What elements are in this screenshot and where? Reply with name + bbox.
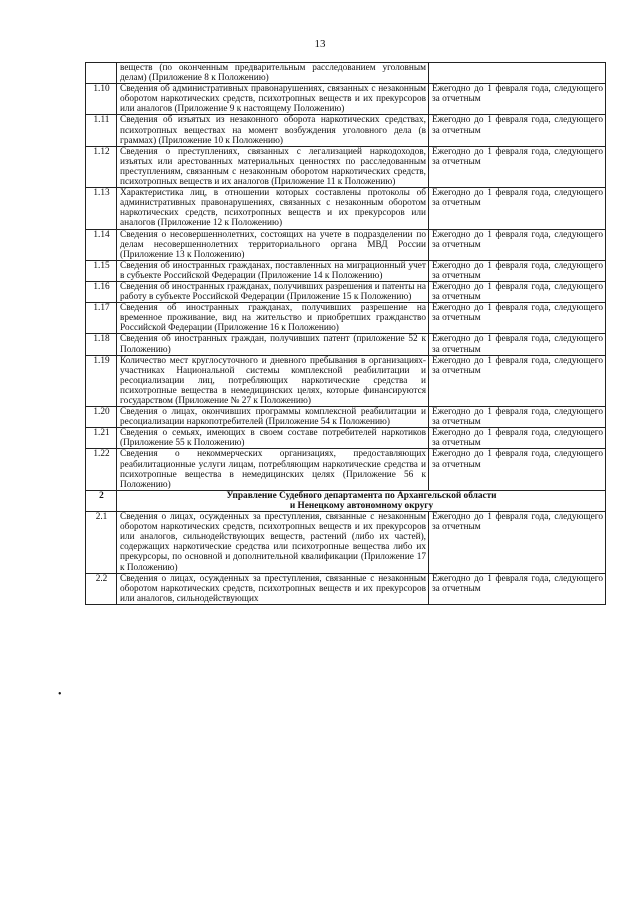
- row-description: Сведения об иностранных гражданах, получивших разрешения и патенты на работу в субъекте Российской Федерации (Приложение 15 к Положению): [117, 281, 429, 302]
- table-row: [86, 355, 606, 406]
- row-description: Сведения об иностранных гражданах, получивших разрешение на временное проживание, вид на жительство и приобретших гражданство Российской Федерации (Приложение 16 к Положению): [117, 303, 429, 334]
- row-number: 1.18: [86, 334, 117, 355]
- page-number: 13: [314, 38, 326, 50]
- table-row: [86, 229, 606, 260]
- row-deadline: Ежегодно до 1 февраля года, следующего за отчетным: [429, 229, 606, 260]
- table-row: [86, 428, 606, 449]
- row-description: Сведения о преступлениях, связанных с легализацией наркодоходов, изъятых или арестованных материальных ценностях по расследованным преступлениям, связанным с незаконным оборотом наркотических средств, психотропных веществ и их аналогов (Приложение 11 к Положению): [117, 146, 429, 187]
- table-body-section-2: [86, 512, 606, 605]
- row-deadline: Ежегодно до 1 февраля года, следующего за отчетным: [429, 407, 606, 428]
- section-title-line2: и Ненецкому автономному округу: [289, 500, 434, 511]
- table-row: [86, 449, 606, 490]
- row-deadline: Ежегодно до 1 февраля года, следующего за отчетным: [429, 449, 606, 490]
- table-row: [86, 573, 606, 604]
- row-number: 1.13: [86, 188, 117, 229]
- row-number: 1.14: [86, 229, 117, 260]
- row-deadline: Ежегодно до 1 февраля года, следующего за отчетным: [429, 334, 606, 355]
- table-row: [86, 260, 606, 281]
- table-row: [86, 407, 606, 428]
- table-row: [86, 84, 606, 115]
- table-row: [86, 188, 606, 229]
- section-title: [117, 490, 606, 511]
- row-number: 1.15: [86, 260, 117, 281]
- row-description: Сведения о некоммерческих организациях, предоставляющих реабилитационные услуги лицам, потребляющим наркотические средства и психотропные вещества в немедицинских целях (Приложение 56 к Положению): [117, 449, 429, 490]
- table-row: [86, 281, 606, 302]
- section-header: [86, 490, 606, 511]
- row-number: 1.11: [86, 115, 117, 146]
- reporting-table: [85, 62, 606, 605]
- row-number: 2.2: [86, 573, 117, 604]
- row-deadline: Ежегодно до 1 февраля года, следующего за отчетным: [429, 188, 606, 229]
- row-number: 1.17: [86, 303, 117, 334]
- row-description: Сведения о семьях, имеющих в своем составе потребителей наркотиков (Приложение 55 к Положению): [117, 428, 429, 449]
- row-description: Сведения о лицах, окончивших программы комплексной реабилитации и ресоциализации наркопотребителей (Приложение 54 к Положению): [117, 407, 429, 428]
- row-description: Сведения об иностранных гражданах, поставленных на миграционный учет в субъекте Российской Федерации (Приложение 14 к Положению): [117, 260, 429, 281]
- row-description: веществ (по оконченным предварительным расследованием уголовным делам) (Приложение 8 к Положению): [117, 63, 429, 84]
- row-description: Характеристика лиц, в отношении которых составлены протоколы об административных правонарушениях, связанных с незаконным оборотом наркотических средств, психотропных веществ и их прекурсоров или аналогов (Приложение 12 к Положению): [117, 188, 429, 229]
- table-row: [86, 115, 606, 146]
- row-description: Количество мест круглосуточного и дневного пребывания в организациях-участниках Национальной системы комплексной реабилитации и ресоциализации лиц, потребляющих наркотические средства и психотропные вещества в немедицинских целях, которые финансируются государством (Приложение № 27 к Положению): [117, 355, 429, 406]
- row-number: 1.19: [86, 355, 117, 406]
- row-number: 1.10: [86, 84, 117, 115]
- row-description: Сведения о лицах, осужденных за преступления, связанные с незаконным оборотом наркотических средств, психотропных веществ и их прекурсоров или аналогов, сильнодействующих: [117, 573, 429, 604]
- row-description: Сведения об изъятых из незаконного оборота наркотических средствах, психотропных веществах на момент возбуждения уголовного дела (в граммах) (Приложение 10 к Положению): [117, 115, 429, 146]
- table-row: [86, 303, 606, 334]
- row-number: 2.1: [86, 512, 117, 574]
- row-deadline: Ежегодно до 1 февраля года, следующего за отчетным: [429, 512, 606, 574]
- row-deadline: Ежегодно до 1 февраля года, следующего за отчетным: [429, 84, 606, 115]
- row-number: [86, 63, 117, 84]
- row-deadline: [429, 63, 606, 84]
- row-deadline: Ежегодно до 1 февраля года, следующего за отчетным: [429, 146, 606, 187]
- row-deadline: Ежегодно до 1 февраля года, следующего за отчетным: [429, 281, 606, 302]
- table-row: [86, 334, 606, 355]
- section-title-line1: Управление Судебного департамента по Архангельской области: [226, 490, 497, 501]
- row-description: Сведения о лицах, осужденных за преступления, связанные с незаконным оборотом наркотических средств, психотропных веществ и их прекурсоров или аналогов, сильнодействующих веществ, растений (либо их частей), содержащих наркотические средства или психотропные вещества либо их прекурсоры, по основной и дополнительной квалификации (Приложение 17 к Положению): [117, 512, 429, 574]
- section-number: 2: [86, 490, 117, 511]
- table-row: [86, 146, 606, 187]
- row-deadline: Ежегодно до 1 февраля года, следующего за отчетным: [429, 573, 606, 604]
- row-deadline: Ежегодно до 1 февраля года, следующего за отчетным: [429, 355, 606, 406]
- row-number: 1.12: [86, 146, 117, 187]
- row-deadline: Ежегодно до 1 февраля года, следующего за отчетным: [429, 303, 606, 334]
- section-header-row: [86, 490, 606, 511]
- row-deadline: Ежегодно до 1 февраля года, следующего за отчетным: [429, 260, 606, 281]
- row-description: Сведения о несовершеннолетних, состоящих на учете в подразделении по делам несовершеннолетних территориального органа МВД России (Приложение 13 к Положению): [117, 229, 429, 260]
- row-number: 1.22: [86, 449, 117, 490]
- row-number: 1.20: [86, 407, 117, 428]
- table-row: [86, 63, 606, 84]
- row-deadline: Ежегодно до 1 февраля года, следующего за отчетным: [429, 428, 606, 449]
- row-deadline: Ежегодно до 1 февраля года, следующего за отчетным: [429, 115, 606, 146]
- table-body-section-1: [86, 63, 606, 491]
- row-number: 1.21: [86, 428, 117, 449]
- table-row: [86, 512, 606, 574]
- row-description: Сведения об иностранных граждан, получивших патент (приложение 52 к Положению): [117, 334, 429, 355]
- row-number: 1.16: [86, 281, 117, 302]
- margin-dot: •: [58, 689, 62, 700]
- row-description: Сведения об административных правонарушениях, связанных с незаконным оборотом наркотических средств, психотропных веществ и их прекурсоров или аналогов (Приложение 9 к настоящему Положению): [117, 84, 429, 115]
